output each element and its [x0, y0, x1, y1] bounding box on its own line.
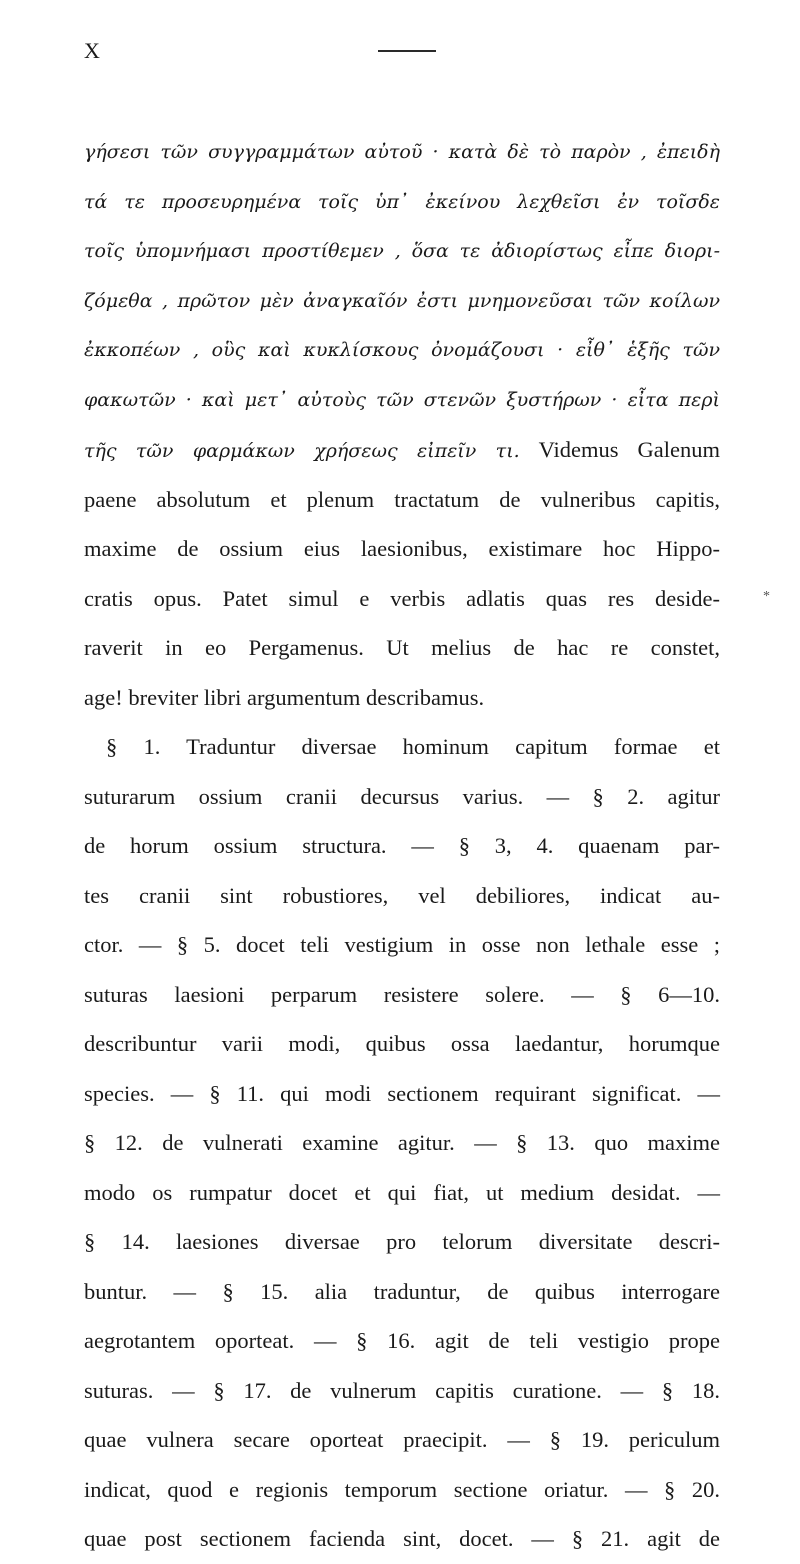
greek-line: γήσεσι τῶν συγγραμμάτων αὐτοῦ · κατὰ δὲ τὸ παρὸν , ἐπειδὴ [84, 141, 720, 163]
mixed-line-latin: Videmus Galenum [519, 437, 720, 462]
header-rule [378, 50, 436, 52]
page-number: X [84, 38, 101, 63]
latin-line: paene absolutum et plenum tractatum de vulneribus capitis, [84, 486, 720, 512]
latin-line: modo os rumpatur docet et qui fiat, ut medium desidat. — [84, 1179, 720, 1205]
greek-line: τοῖς ὑπομνήμασι προστίθεμεν , ὅσα τε ἀδιορίστως εἶπε διορι- [84, 240, 720, 262]
latin-line: quae post sectionem facienda sint, docet. — § 21. agit de [84, 1526, 720, 1551]
latin-line: maxime de ossium eius laesionibus, existimare hoc Hippo- [84, 536, 720, 561]
latin-line: species. — § 11. qui modi sectionem requirant significat. — [84, 1080, 720, 1106]
latin-line: de horum ossium structura. — § 3, 4. quaenam par- [84, 833, 720, 858]
latin-line: buntur. — § 15. alia traduntur, de quibus interrogare [84, 1278, 720, 1304]
latin-line: indicat, quod e regionis temporum sectione oriatur. — § 20. [84, 1476, 720, 1502]
latin-line: describuntur varii modi, quibus ossa laedantur, horumque [84, 1031, 720, 1056]
latin-line: suturas laesioni perparum resistere solere. — § 6—10. [84, 981, 720, 1007]
greek-line: φακωτῶν · καὶ μετ᾽ αὐτοὺς τῶν στενῶν ξυστήρων · εἶτα περὶ [84, 388, 720, 411]
latin-line: ctor. — § 5. docet teli vestigium in osse non lethale esse ; [84, 932, 720, 957]
greek-line: ἐκκοπέων , οὓς καὶ κυκλίσκους ὀνομάζουσι · εἶθ᾽ ἑξῆς τῶν [84, 339, 720, 361]
latin-line: § 12. de vulnerati examine agitur. — § 13. quo maxime [84, 1130, 720, 1155]
latin-line: tes cranii sint robustiores, vel debiliores, indicat au- [84, 882, 720, 908]
latin-line: § 1. Traduntur diversae hominum capitum formae et [106, 734, 720, 759]
page-header [84, 38, 724, 68]
mixed-line-greek: τῆς τῶν φαρμάκων χρήσεως εἰπεῖν τι. [84, 440, 520, 462]
greek-line: ζόμεθα , πρῶτον μὲν ἀναγκαῖόν ἐστι μνημονεῦσαι τῶν κοίλων [84, 289, 720, 312]
margin-mark: * [763, 589, 770, 604]
latin-line: age! breviter libri argumentum describamus. [84, 684, 485, 710]
latin-line: raverit in eo Pergamenus. Ut melius de hac re constet, [84, 635, 720, 660]
mixed-line [84, 425, 720, 475]
latin-line: § 14. laesiones diversae pro telorum diversitate descri- [84, 1229, 720, 1254]
greek-line: τά τε προσευρημένα τοῖς ὑπ᾽ ἐκείνου λεχθεῖσι ἐν τοῖσδε [84, 190, 720, 213]
latin-line: suturarum ossium cranii decursus varius. — § 2. agitur [84, 783, 720, 809]
latin-line: aegrotantem oporteat. — § 16. agit de teli vestigio prope [84, 1328, 720, 1353]
latin-line: quae vulnera secare oporteat praecipit. — § 19. periculum [84, 1427, 720, 1452]
body-text [84, 128, 720, 1564]
latin-line: cratis opus. Patet simul e verbis adlatis quas res deside- [84, 585, 720, 611]
latin-line: suturas. — § 17. de vulnerum capitis curatione. — § 18. [84, 1377, 720, 1403]
